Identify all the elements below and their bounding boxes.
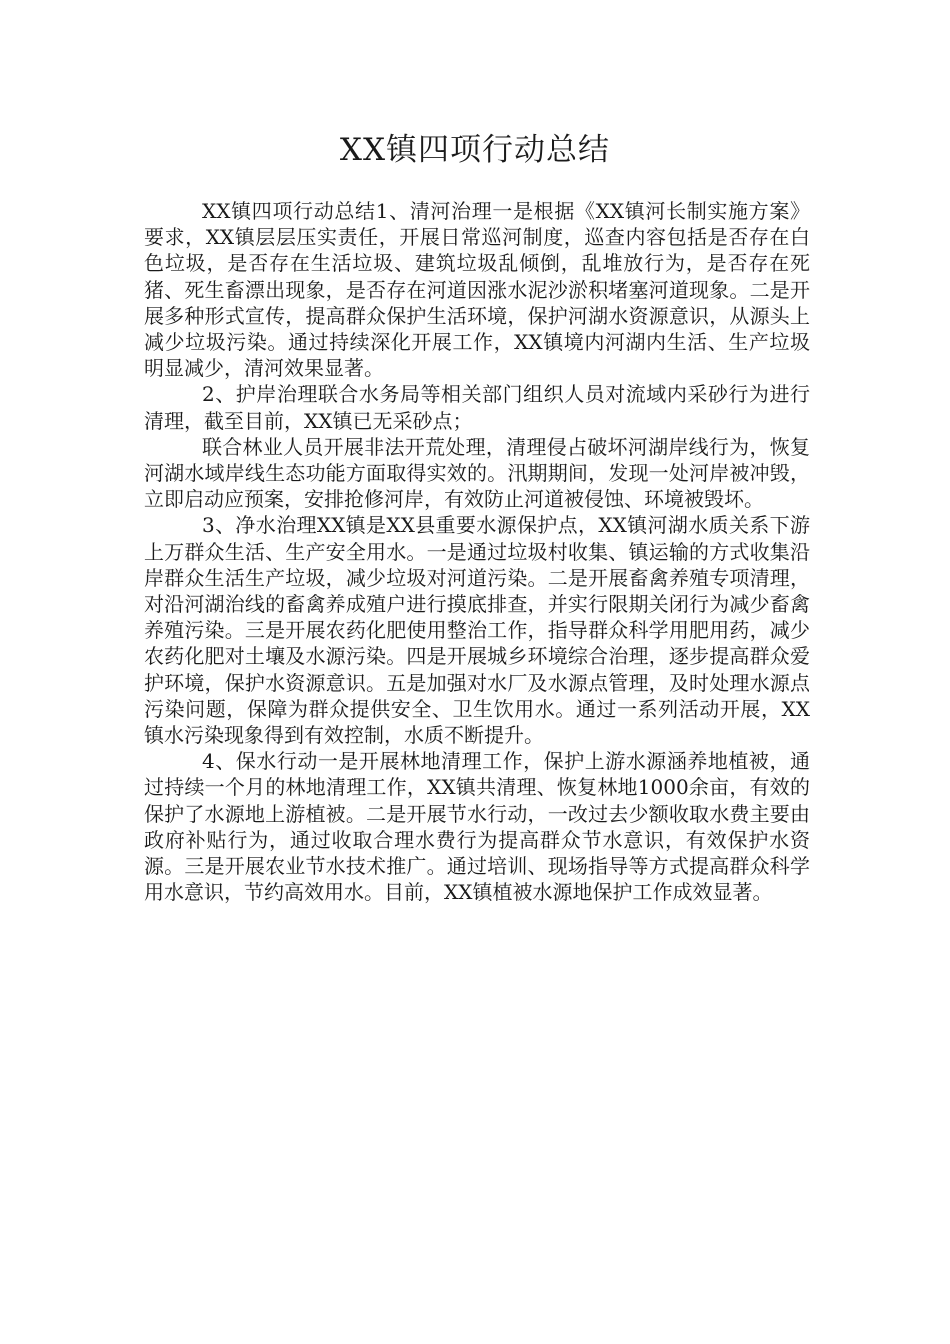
paragraph-water-purification: 3、净水治理XX镇是XX县重要水源保护点，XX镇河湖水质关系下游上万群众生活、生产安全用水。一是通过垃圾村收集、镇运输的方式收集沿岸群众生活生产垃圾，减少垃圾对河道污染。二是开展畜禽养殖专项清理，对沿河湖治线的畜禽养成殖户进行摸底排查，并实行限期关闭行为减少畜禽养殖污染。三是开展农药化肥使用整治工作，指导群众科学用肥用药，减少农药化肥对土壤及水源污染。四是开展城乡环境综合治理，逐步提高群众爱护环境，保护水资源意识。五是加强对水厂及水源点管理，及时处理水源点污染问题，保障为群众提供安全、卫生饮用水。通过一系列活动开展，XX镇水污染现象得到有效控制，水质不断提升。 <box>144 513 810 748</box>
paragraph-water-conservation: 4、保水行动一是开展林地清理工作，保护上游水源涵养地植被，通过持续一个月的林地清理工作，XX镇共清理、恢复林地1000余亩，有效的保护了水源地上游植被。二是开展节水行动，一改过去少额收取水费主要由政府补贴行为，通过收取合理水费行为提高群众节水意识，有效保护水资源。三是开展农业节水技术推广。通过培训、现场指导等方式提高群众科学用水意识，节约高效用水。目前，XX镇植被水源地保护工作成效显著。 <box>144 749 810 905</box>
document-title: XX镇四项行动总结 <box>339 132 611 168</box>
document-body <box>144 198 810 905</box>
paragraph-bank-protection: 2、护岸治理联合水务局等相关部门组织人员对流域内采砂行为进行清理，截至目前，XX镇已无采砂点； <box>144 382 810 433</box>
paragraph-forestry-cooperation: 联合林业人员开展非法开荒处理，清理侵占破坏河湖岸线行为，恢复河湖水域岸线生态功能方面取得实效的。汛期期间，发现一处河岸被冲毁，立即启动应预案，安排抢修河岸，有效防止河道被侵蚀、环境被毁坏。 <box>144 434 810 512</box>
paragraph-clean-river: XX镇四项行动总结1、清河治理一是根据《XX镇河长制实施方案》要求，XX镇层层压实责任，开展日常巡河制度，巡查内容包括是否存在白色垃圾，是否存在生活垃圾、建筑垃圾乱倾倒，乱堆放行为，是否存在死猪、死生畜漂出现象，是否存在河道因涨水泥沙淤积堵塞河道现象。二是开展多种形式宣传，提高群众保护生活环境，保护河湖水资源意识，从源头上减少垃圾污染。通过持续深化开展工作，XX镇境内河湖内生活、生产垃圾明显减少，清河效果显著。 <box>144 199 810 381</box>
